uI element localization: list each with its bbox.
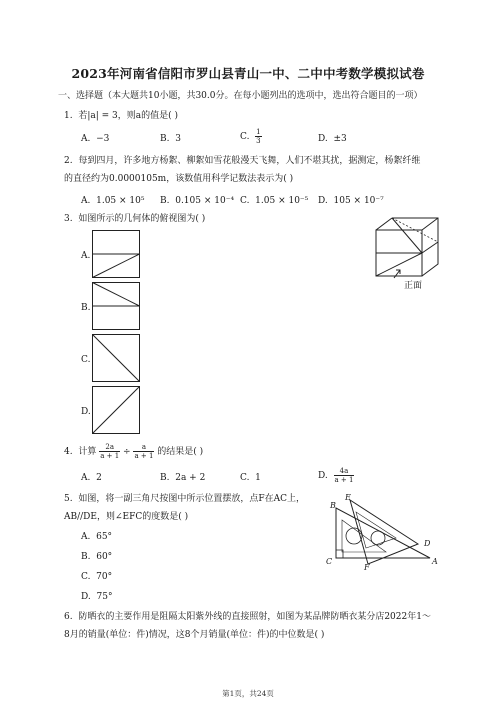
option-label: B. — [160, 473, 170, 483]
option-label: A. — [81, 473, 91, 483]
q3-option-d-figure — [92, 386, 140, 434]
q4-option-b — [160, 472, 205, 484]
option-value: 60° — [96, 552, 113, 562]
option-label: B. — [160, 134, 170, 144]
question-number: 5. — [64, 494, 73, 504]
q2-option-b — [160, 195, 234, 207]
option-value: 0.105 × 10⁻⁴ — [175, 196, 235, 206]
option-value: 1 — [255, 473, 261, 483]
question-text-post: 的结果是( ) — [157, 447, 204, 457]
q3-option-b-label: B. — [81, 303, 91, 313]
question-text: 如图，将一副三角尺按图中所示位置摆放，点F在AC上， — [78, 494, 305, 504]
option-value: 2 — [96, 473, 102, 483]
option-value: 2a + 2 — [175, 473, 206, 483]
option-label: B. — [81, 552, 91, 562]
q3-option-a-label: A. — [81, 251, 91, 261]
question-text: 每到四月，许多地方杨絮、柳絮如雪花般漫天飞舞，人们不堪其扰，据测定，杨絮纤维 — [78, 156, 421, 166]
question-2-cont: 的直径约为0.0000105m，该数值用科学记数法表示为( ) — [64, 174, 294, 184]
question-number: 6. — [64, 612, 73, 622]
question-number: 1. — [64, 111, 73, 121]
question-number: 2. — [64, 156, 73, 166]
q3-option-d-label: D. — [81, 407, 91, 417]
q2-option-a — [81, 195, 144, 207]
page-footer: 第1页，共24页 — [222, 689, 274, 698]
option-label: D. — [318, 196, 328, 206]
option-label: A. — [81, 134, 91, 144]
option-value: 70° — [96, 572, 113, 582]
q4-option-c — [240, 472, 261, 484]
q5-option-d — [81, 591, 112, 603]
question-2 — [64, 155, 420, 167]
q1-option-c — [240, 128, 262, 145]
page-title: 2023年河南省信阳市罗山县青山一中、二中中考数学模拟试卷 — [71, 66, 425, 81]
point-label-f: F — [364, 563, 370, 572]
operator: ÷ — [123, 447, 131, 457]
option-value: 65° — [96, 532, 113, 542]
option-value: −3 — [96, 134, 110, 144]
q3-option-b-figure — [92, 282, 140, 330]
fraction: $\frac{1}{3}$ — [256, 128, 261, 145]
point-label-c: C — [326, 557, 333, 566]
option-label: C. — [81, 572, 91, 582]
option-value: 3 — [175, 134, 181, 144]
q5-triangles-figure — [326, 494, 438, 574]
question-number: 4. — [64, 447, 73, 457]
option-label: A. — [81, 532, 91, 542]
q4-option-a — [81, 472, 102, 484]
q5-option-c — [81, 571, 112, 583]
option-value: 1.05 × 10⁵ — [96, 196, 145, 206]
fraction-1: $\frac{2a}{a + 1}$ — [100, 443, 120, 460]
q1-option-a — [81, 133, 109, 145]
option-value: 75° — [96, 592, 113, 602]
option-label: D. — [318, 134, 328, 144]
option-value: ±3 — [333, 134, 347, 144]
option-label: D. — [318, 471, 328, 481]
question-5-cont: AB//DE，则∠EFC的度数是( ) — [64, 512, 189, 522]
question-1 — [64, 110, 178, 122]
question-6-cont: 8月的销量(单位：件)情况，这8个月销量(单位：件)的中位数是( ) — [64, 630, 325, 640]
option-label: C. — [240, 196, 250, 206]
q3-solid-figure — [372, 212, 452, 282]
question-text: 防晒衣的主要作用是阻隔太阳紫外线的直接照射，如图为某品牌防晒衣某分店2022年1～ — [78, 612, 431, 622]
q2-option-c — [240, 195, 308, 207]
q3-option-c-label: C. — [81, 355, 91, 365]
point-label-b: B — [330, 501, 336, 510]
q1-option-d — [318, 133, 347, 145]
point-label-e: E — [345, 493, 351, 502]
fraction-2: $\frac{a}{a + 1}$ — [134, 443, 154, 460]
question-5 — [64, 493, 305, 505]
question-text-pre: 计算 — [78, 447, 97, 457]
point-label-d: D — [424, 539, 431, 548]
q5-option-b — [81, 551, 112, 563]
q5-option-a — [81, 531, 112, 543]
option-label: C. — [240, 132, 250, 142]
option-label: B. — [160, 196, 170, 206]
option-label: A. — [81, 196, 91, 206]
front-view-label: 正面 — [404, 281, 423, 291]
q2-option-d — [318, 195, 384, 207]
q3-option-a-figure — [92, 230, 140, 278]
question-text: 如图所示的几何体的俯视图为( ) — [78, 214, 206, 224]
section-heading: 一、选择题（本大题共10小题，共30.0分。在每小题列出的选项中，选出符合题目的一项） — [58, 91, 423, 101]
fraction: $\frac{4a}{a + 1}$ — [334, 467, 354, 484]
option-label: C. — [240, 473, 250, 483]
question-6 — [64, 611, 431, 623]
option-value: 1.05 × 10⁻⁵ — [255, 196, 309, 206]
q3-option-c-figure — [92, 334, 140, 382]
q4-option-d — [318, 467, 354, 484]
question-text: 若|a| = 3，则a的值是( ) — [78, 111, 178, 121]
question-3 — [64, 213, 205, 225]
option-value: 105 × 10⁻⁷ — [333, 196, 384, 206]
question-4 — [64, 443, 203, 460]
question-number: 3. — [64, 214, 73, 224]
q1-option-b — [160, 133, 181, 145]
option-label: D. — [81, 592, 91, 602]
point-label-a: A — [432, 557, 438, 566]
